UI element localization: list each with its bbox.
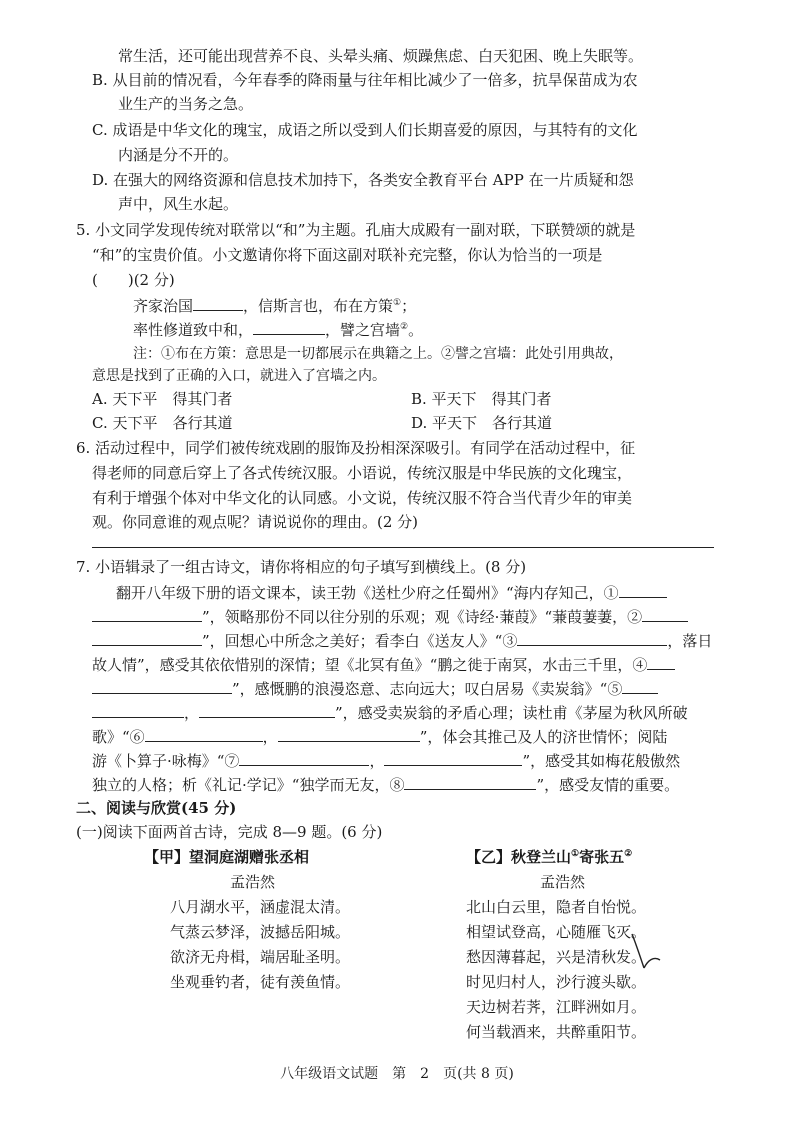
q5-option-d: D. 平天下 各行其道 [411, 414, 553, 432]
q7-line4: 故人情”，感受其依依惜别的深情；望《北冥有鱼》“鹏之徙于南冥，水击三千里，④ [92, 654, 675, 675]
pen-mark-icon [628, 930, 664, 974]
q6-line3: 有利于增强个体对中华文化的认同感。小文说，传统汉服不符合当代青少年的审美 [92, 489, 633, 507]
poem-a-line: 欲济无舟楫，端居耻圣明。 [170, 948, 351, 966]
poem-b-line: 愁因薄暮起，兴是清秋发。 [466, 948, 647, 966]
q6-answer-line[interactable] [92, 547, 714, 548]
poem-a-line: 八月湖水平，涵虚混太清。 [170, 898, 351, 916]
q5-option-c: C. 天下平 各行其道 [92, 414, 233, 432]
q7-blank-5b[interactable] [92, 702, 184, 718]
q7-line3: ”，回想心中所念之美好；看李白《送友人》“③ ，落日 [92, 630, 712, 651]
q5-couplet-line1: 齐家治国 ，信斯言也，布在方策①； [133, 297, 417, 315]
poem-b-line: 北山白云里，隐者自怡悦。 [466, 898, 647, 916]
q7-line2: ”，领略那份不同以往分别的乐观；观《诗经·蒹葭》“蒹葭萋萋，② [92, 606, 688, 627]
q5-option-a: A. 天下平 得其门者 [92, 390, 233, 408]
q7-blank-8[interactable] [404, 774, 536, 790]
q7-blank-3[interactable] [517, 630, 667, 646]
q7-blank-2a[interactable] [642, 606, 688, 622]
q7-heading: 7. 小语辑录了一组古诗文，请你将相应的句子填写到横线上。(8 分) [76, 558, 527, 576]
q5-blank-2[interactable] [253, 319, 325, 335]
q7-blank-5c[interactable] [199, 702, 335, 718]
q5-couplet-line2: 率性修道致中和， ，譬之宫墙②。 [133, 321, 424, 339]
q5-answer-bracket: ( )(2 分) [92, 271, 175, 289]
q5-note-line1: 注：①布在方策：意思是一切都展示在典籍之上。②譬之宫墙：此处引用典故， [133, 346, 623, 362]
q7-line9: 独立的人格；析《礼记·学记》“独学而无友，⑧ ”，感受友情的重要。 [92, 776, 680, 794]
q7-blank-4b[interactable] [92, 678, 232, 694]
q5-note-line2: 意思是找到了正确的入口，就进入了宫墙之内。 [92, 368, 386, 384]
poem-a-line: 坐观垂钓者，徒有羡鱼情。 [170, 973, 351, 991]
q6-line2: 得老师的同意后穿上了各式传统汉服。小语说，传统汉服是中华民族的文化瑰宝， [92, 464, 633, 482]
q7-blank-1b[interactable] [92, 606, 202, 622]
q6-line4: 观。你同意谁的观点呢？请说说你的理由。(2 分) [92, 513, 419, 531]
q7-blank-7b[interactable] [384, 750, 522, 766]
q7-blank-7a[interactable] [239, 750, 369, 766]
q6-line1: 6. 活动过程中，同学们被传统戏剧的服饰及扮相深深吸引。有同学在活动过程中，征 [76, 439, 636, 457]
q7-blank-4a[interactable] [647, 654, 675, 670]
q4-option-a-continued: 常生活，还可能出现营养不良、头晕头痛、烦躁焦虑、白天犯困、晚上失眠等。 [118, 47, 644, 65]
poem-b-line: 何当载酒来，共醉重阳节。 [466, 1023, 647, 1041]
q7-blank-1a[interactable] [619, 582, 667, 598]
q5-option-b: B. 平天下 得其门者 [411, 390, 552, 408]
q7-line8: 游《卜算子·咏梅》“⑦ ， ”，感受其如梅花般傲然 [92, 752, 681, 770]
q4-option-d-line2: 声中，风生水起。 [118, 195, 239, 213]
poem-a-line: 气蒸云梦泽，波撼岳阳城。 [170, 923, 351, 941]
section-2-subtitle: (一)阅读下面两首古诗，完成 8—9 题。(6 分) [76, 823, 383, 841]
q5-blank-1[interactable] [193, 295, 243, 311]
section-2-title: 二、阅读与欣赏(45 分) [76, 799, 237, 817]
q7-blank-6a[interactable] [145, 726, 263, 742]
q7-line6: ， ”，感受卖炭翁的矛盾心理；读杜甫《茅屋为秋风所破 [92, 702, 688, 723]
q4-option-b-line2: 业生产的当务之急。 [118, 95, 254, 113]
q7-line5: ”，感慨鹏的浪漫恣意、志向远大；叹白居易《卖炭翁》“⑤ [92, 678, 658, 699]
q7-blank-5a[interactable] [622, 678, 658, 694]
q7-line1: 翻开八年级下册的语文课本，读王勃《送杜少府之任蜀州》“海内存知己，① [116, 582, 667, 603]
q7-line7: 歌》“⑥ ， ”，体会其推己及人的济世情怀；阅陆 [92, 728, 668, 746]
page-footer: 八年级语文试题 第 2 页(共 8 页) [280, 1066, 514, 1082]
q5-stem-line2: “和”的宝贵价值。小文邀请你将下面这副对联补充完整，你认为恰当的一项是 [92, 246, 603, 264]
q7-blank-2b[interactable] [92, 630, 202, 646]
poem-b-line: 天边树若荠，江畔洲如月。 [466, 998, 647, 1016]
q4-option-c-line2: 内涵是分不开的。 [118, 146, 239, 164]
poem-b-line: 相望试登高，心随雁飞灭。 [466, 923, 647, 941]
q4-option-d-line1: D. 在强大的网络资源和信息技术加持下，各类安全教育平台 APP 在一片质疑和怨 [92, 171, 634, 189]
poem-b-title: 【乙】秋登兰山①寄张五② [466, 848, 633, 866]
q4-option-c-line1: C. 成语是中华文化的瑰宝，成语之所以受到人们长期喜爱的原因，与其特有的文化 [92, 121, 638, 139]
poem-a-author: 孟浩然 [230, 873, 276, 891]
poem-a-title: 【甲】望洞庭湖赠张丞相 [144, 848, 310, 866]
poem-b-author: 孟浩然 [540, 873, 586, 891]
q7-blank-6b[interactable] [278, 726, 420, 742]
q4-option-b-line1: B. 从目前的情况看，今年春季的降雨量与往年相比减少了一倍多，抗旱保苗成为农 [92, 71, 638, 89]
q5-stem-line1: 5. 小文同学发现传统对联常以“和”为主题。孔庙大成殿有一副对联，下联赞颂的就是 [76, 221, 636, 239]
poem-b-line: 时见归村人，沙行渡头歇。 [466, 973, 647, 991]
